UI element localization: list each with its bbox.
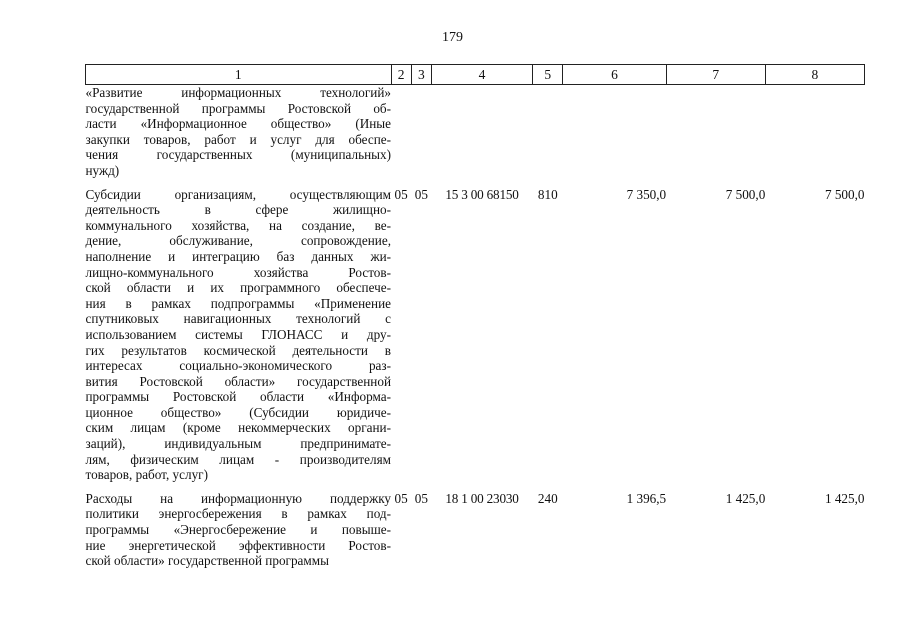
expense-type-code: 240 <box>537 490 558 506</box>
amount-col-6 <box>563 85 666 179</box>
col-header-6: 6 <box>563 65 666 85</box>
amount-col-8 <box>765 85 864 179</box>
amount-col-8: 1 425,0 <box>824 490 865 506</box>
amount-col-7: 7 500,0 <box>725 186 766 202</box>
expense-type-code <box>533 85 563 179</box>
subsection-code: 05 <box>414 490 428 506</box>
col-header-7: 7 <box>666 65 765 85</box>
description-line: нужд) <box>85 162 120 178</box>
target-article-code: 18 1 00 23030 <box>445 490 519 506</box>
page-number: 179 <box>442 30 463 45</box>
col-header-3: 3 <box>411 65 431 85</box>
target-article-code: 15 3 00 68150 <box>445 186 519 202</box>
description-line: использованием системы ГЛОНАСС и дру- <box>85 326 392 342</box>
description-line: государственной программы Ростовской об- <box>85 100 392 116</box>
table-row <box>86 483 865 569</box>
description-line: политики энергосбережения в рамках под- <box>85 506 392 522</box>
target-article-code <box>431 85 532 179</box>
description-line: коммунального хозяйства, на создание, ве- <box>85 217 392 233</box>
description-line: товаров, работ, услуг) <box>85 467 208 483</box>
description-line: «Развитие информационных технологий» <box>85 85 392 100</box>
row-description <box>86 483 392 569</box>
description-line: ской области и их программного обеспече- <box>85 280 392 296</box>
description-line: ние энергетической эффективности Ростов- <box>85 537 392 553</box>
section-code <box>391 85 411 179</box>
budget-table <box>85 64 865 569</box>
description-line: дение, обслуживание, сопровождение, <box>85 233 392 249</box>
header-row <box>86 65 865 85</box>
subsection-code <box>411 85 431 179</box>
amount-col-7 <box>666 85 765 179</box>
description-line: наполнение и интеграцию баз данных жи- <box>85 248 392 264</box>
row-description <box>86 85 392 179</box>
row-description <box>86 179 392 483</box>
description-line: Расходы на информационную поддержку <box>85 490 392 506</box>
section-code: 05 <box>394 490 408 506</box>
description-line: ционное общество» (Субсидии юридиче- <box>85 404 392 420</box>
table-row <box>86 85 865 179</box>
description-line: программы «Энергосбережение и повыше- <box>85 522 392 538</box>
description-line: ской области» государственной программы <box>85 553 329 569</box>
description-line: деятельность в сфере жилищно- <box>85 202 392 218</box>
section-code: 05 <box>394 186 408 202</box>
table-row <box>86 179 865 483</box>
col-header-1: 1 <box>86 65 392 85</box>
description-line: лищно-коммунального хозяйства Ростов- <box>85 264 392 280</box>
description-line: ласти «Информационное общество» (Иные <box>85 116 392 132</box>
description-line: спутниковых навигационных технологий с <box>85 311 392 327</box>
col-header-8: 8 <box>765 65 864 85</box>
description-line: вития Ростовской области» государственной <box>85 373 392 389</box>
description-line: программы Ростовской области «Информа- <box>85 389 392 405</box>
amount-col-8: 7 500,0 <box>824 186 865 202</box>
col-header-4: 4 <box>431 65 532 85</box>
description-line: лям, физическим лицам - производителям <box>85 451 392 467</box>
description-line: закупки товаров, работ и услуг для обеспе- <box>85 131 392 147</box>
description-line: Субсидии организациям, осуществляющим <box>85 186 392 202</box>
description-line: заций), индивидуальным предпринимате- <box>85 436 392 452</box>
amount-col-6: 7 350,0 <box>626 186 667 202</box>
amount-col-7: 1 425,0 <box>725 490 766 506</box>
col-header-2: 2 <box>391 65 411 85</box>
expense-type-code: 810 <box>537 186 558 202</box>
amount-col-6: 1 396,5 <box>626 490 667 506</box>
description-line: ния в рамках подпрограммы «Применение <box>85 295 392 311</box>
description-line: интересах социально-экономического раз- <box>85 358 392 374</box>
subsection-code: 05 <box>414 186 428 202</box>
description-line: гих результатов космической деятельности в <box>85 342 392 358</box>
col-header-5: 5 <box>533 65 563 85</box>
description-line: чения государственных (муниципальных) <box>85 147 392 163</box>
description-line: ским лицам (кроме некоммерческих органи- <box>85 420 392 436</box>
